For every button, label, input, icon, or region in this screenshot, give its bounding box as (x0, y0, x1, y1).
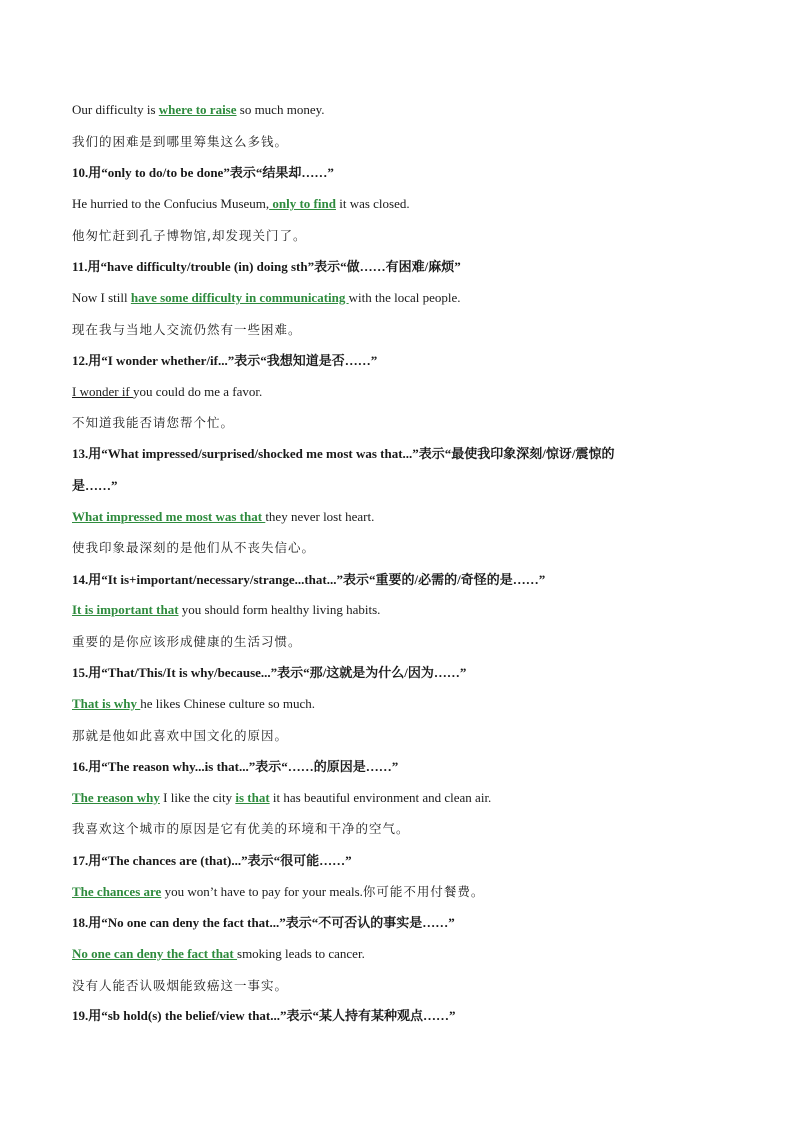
text-run: 使我印象最深刻的是他们从不丧失信心。 (72, 540, 316, 555)
text-run: Now I still (72, 290, 131, 305)
example-sentence (72, 382, 262, 402)
text-run: so much money. (236, 102, 325, 117)
text-run: you won’t have to pay for your meals. (161, 884, 363, 899)
chinese-translation (72, 538, 315, 558)
highlighted-phrase: where to raise (158, 102, 237, 117)
text-run: 18.用“No one can deny the fact that...”表示“不可否认的事实是……” (72, 915, 455, 930)
text-run: 没有人能否认吸烟能致癌这一事实。 (72, 978, 289, 993)
text-run: 16.用“The reason why...is that...”表示“……的原因是……” (72, 759, 399, 774)
highlighted-phrase: It is important that (72, 602, 179, 617)
chinese-translation (72, 226, 306, 246)
text-run: smoking leads to cancer. (237, 946, 365, 961)
rule-heading (72, 351, 377, 371)
chinese-translation (72, 819, 410, 839)
text-run: 他匆忙赶到孔子博物馆,却发现关门了。 (72, 228, 307, 243)
highlighted-phrase: No one can deny the fact that (72, 946, 238, 961)
text-run: 我喜欢这个城市的原因是它有优美的环境和干净的空气。 (72, 821, 410, 836)
rule-heading (72, 444, 615, 464)
example-sentence (72, 944, 365, 964)
text-run: 是……” (72, 478, 118, 493)
example-sentence (72, 288, 461, 308)
highlighted-phrase: The chances are (72, 884, 162, 899)
chinese-translation (72, 726, 288, 746)
highlighted-phrase: What impressed me most was that (72, 509, 266, 524)
text-run: with the local people. (348, 290, 461, 305)
text-run: 15.用“That/This/It is why/because...”表示“那/这就是为什么/因为……” (72, 665, 467, 680)
text-run: Our difficulty is (72, 102, 159, 117)
text-run: I like the city (159, 790, 236, 805)
rule-heading (72, 163, 334, 183)
text-run: 12.用“I wonder whether/if...”表示“我想知道是否……” (72, 353, 378, 368)
text-run: 14.用“It is+important/necessary/strange...that...”表示“重要的/必需的/奇怪的是……” (72, 572, 546, 587)
text-run: 17.用“The chances are (that)...”表示“很可能……” (72, 853, 352, 868)
rule-heading (72, 851, 352, 871)
underlined-phrase: I wonder if (72, 384, 134, 399)
text-run: 现在我与当地人交流仍然有一些困难。 (72, 322, 302, 337)
highlighted-phrase: only to find (269, 196, 336, 211)
chinese-translation (72, 413, 234, 433)
text-run: you could do me a favor. (133, 384, 263, 399)
example-sentence (72, 507, 374, 527)
example-sentence (72, 600, 380, 620)
inline-translation: 你可能不用付餐费。 (362, 884, 485, 899)
text-run: 13.用“What impressed/surprised/shocked me most was that...”表示“最使我印象深刻/惊讶/震惊的 (72, 446, 615, 461)
rule-heading (72, 663, 466, 683)
rule-heading (72, 257, 461, 277)
text-run: you should form healthy living habits. (178, 602, 381, 617)
highlighted-phrase: The reason why (72, 790, 160, 805)
text-run: He hurried to the Confucius Museum, (72, 196, 270, 211)
chinese-translation (72, 132, 288, 152)
text-run: 不知道我能否请您帮个忙。 (72, 415, 235, 430)
rule-heading (72, 570, 545, 590)
text-run: 11.用“have difficulty/trouble (in) doing sth”表示“做……有困难/麻烦” (72, 259, 461, 274)
text-run: 10.用“only to do/to be done”表示“结果却……” (72, 165, 334, 180)
rule-heading (72, 476, 118, 496)
highlighted-phrase: have some difficulty in communicating (130, 290, 349, 305)
text-run: 那就是他如此喜欢中国文化的原因。 (72, 728, 289, 743)
example-sentence (72, 882, 484, 902)
highlighted-phrase: That is why (72, 696, 141, 711)
text-run: it was closed. (335, 196, 410, 211)
text-run: 19.用“sb hold(s) the belief/view that...”表示“某人持有某种观点……” (72, 1008, 456, 1023)
text-run: it has beautiful environment and clean air. (269, 790, 492, 805)
example-sentence (72, 788, 491, 808)
rule-heading (72, 757, 398, 777)
chinese-translation (72, 976, 288, 996)
rule-heading (72, 1006, 456, 1026)
text-run: they never lost heart. (265, 509, 375, 524)
chinese-translation (72, 320, 302, 340)
rule-heading (72, 913, 455, 933)
chinese-translation (72, 632, 302, 652)
text-run: 重要的是你应该形成健康的生活习惯。 (72, 634, 302, 649)
text-run: he likes Chinese culture so much. (140, 696, 316, 711)
example-sentence (72, 194, 410, 214)
example-sentence (72, 694, 315, 714)
example-sentence (72, 100, 325, 120)
highlighted-phrase: is that (235, 790, 270, 805)
text-run: 我们的困难是到哪里筹集这么多钱。 (72, 134, 289, 149)
